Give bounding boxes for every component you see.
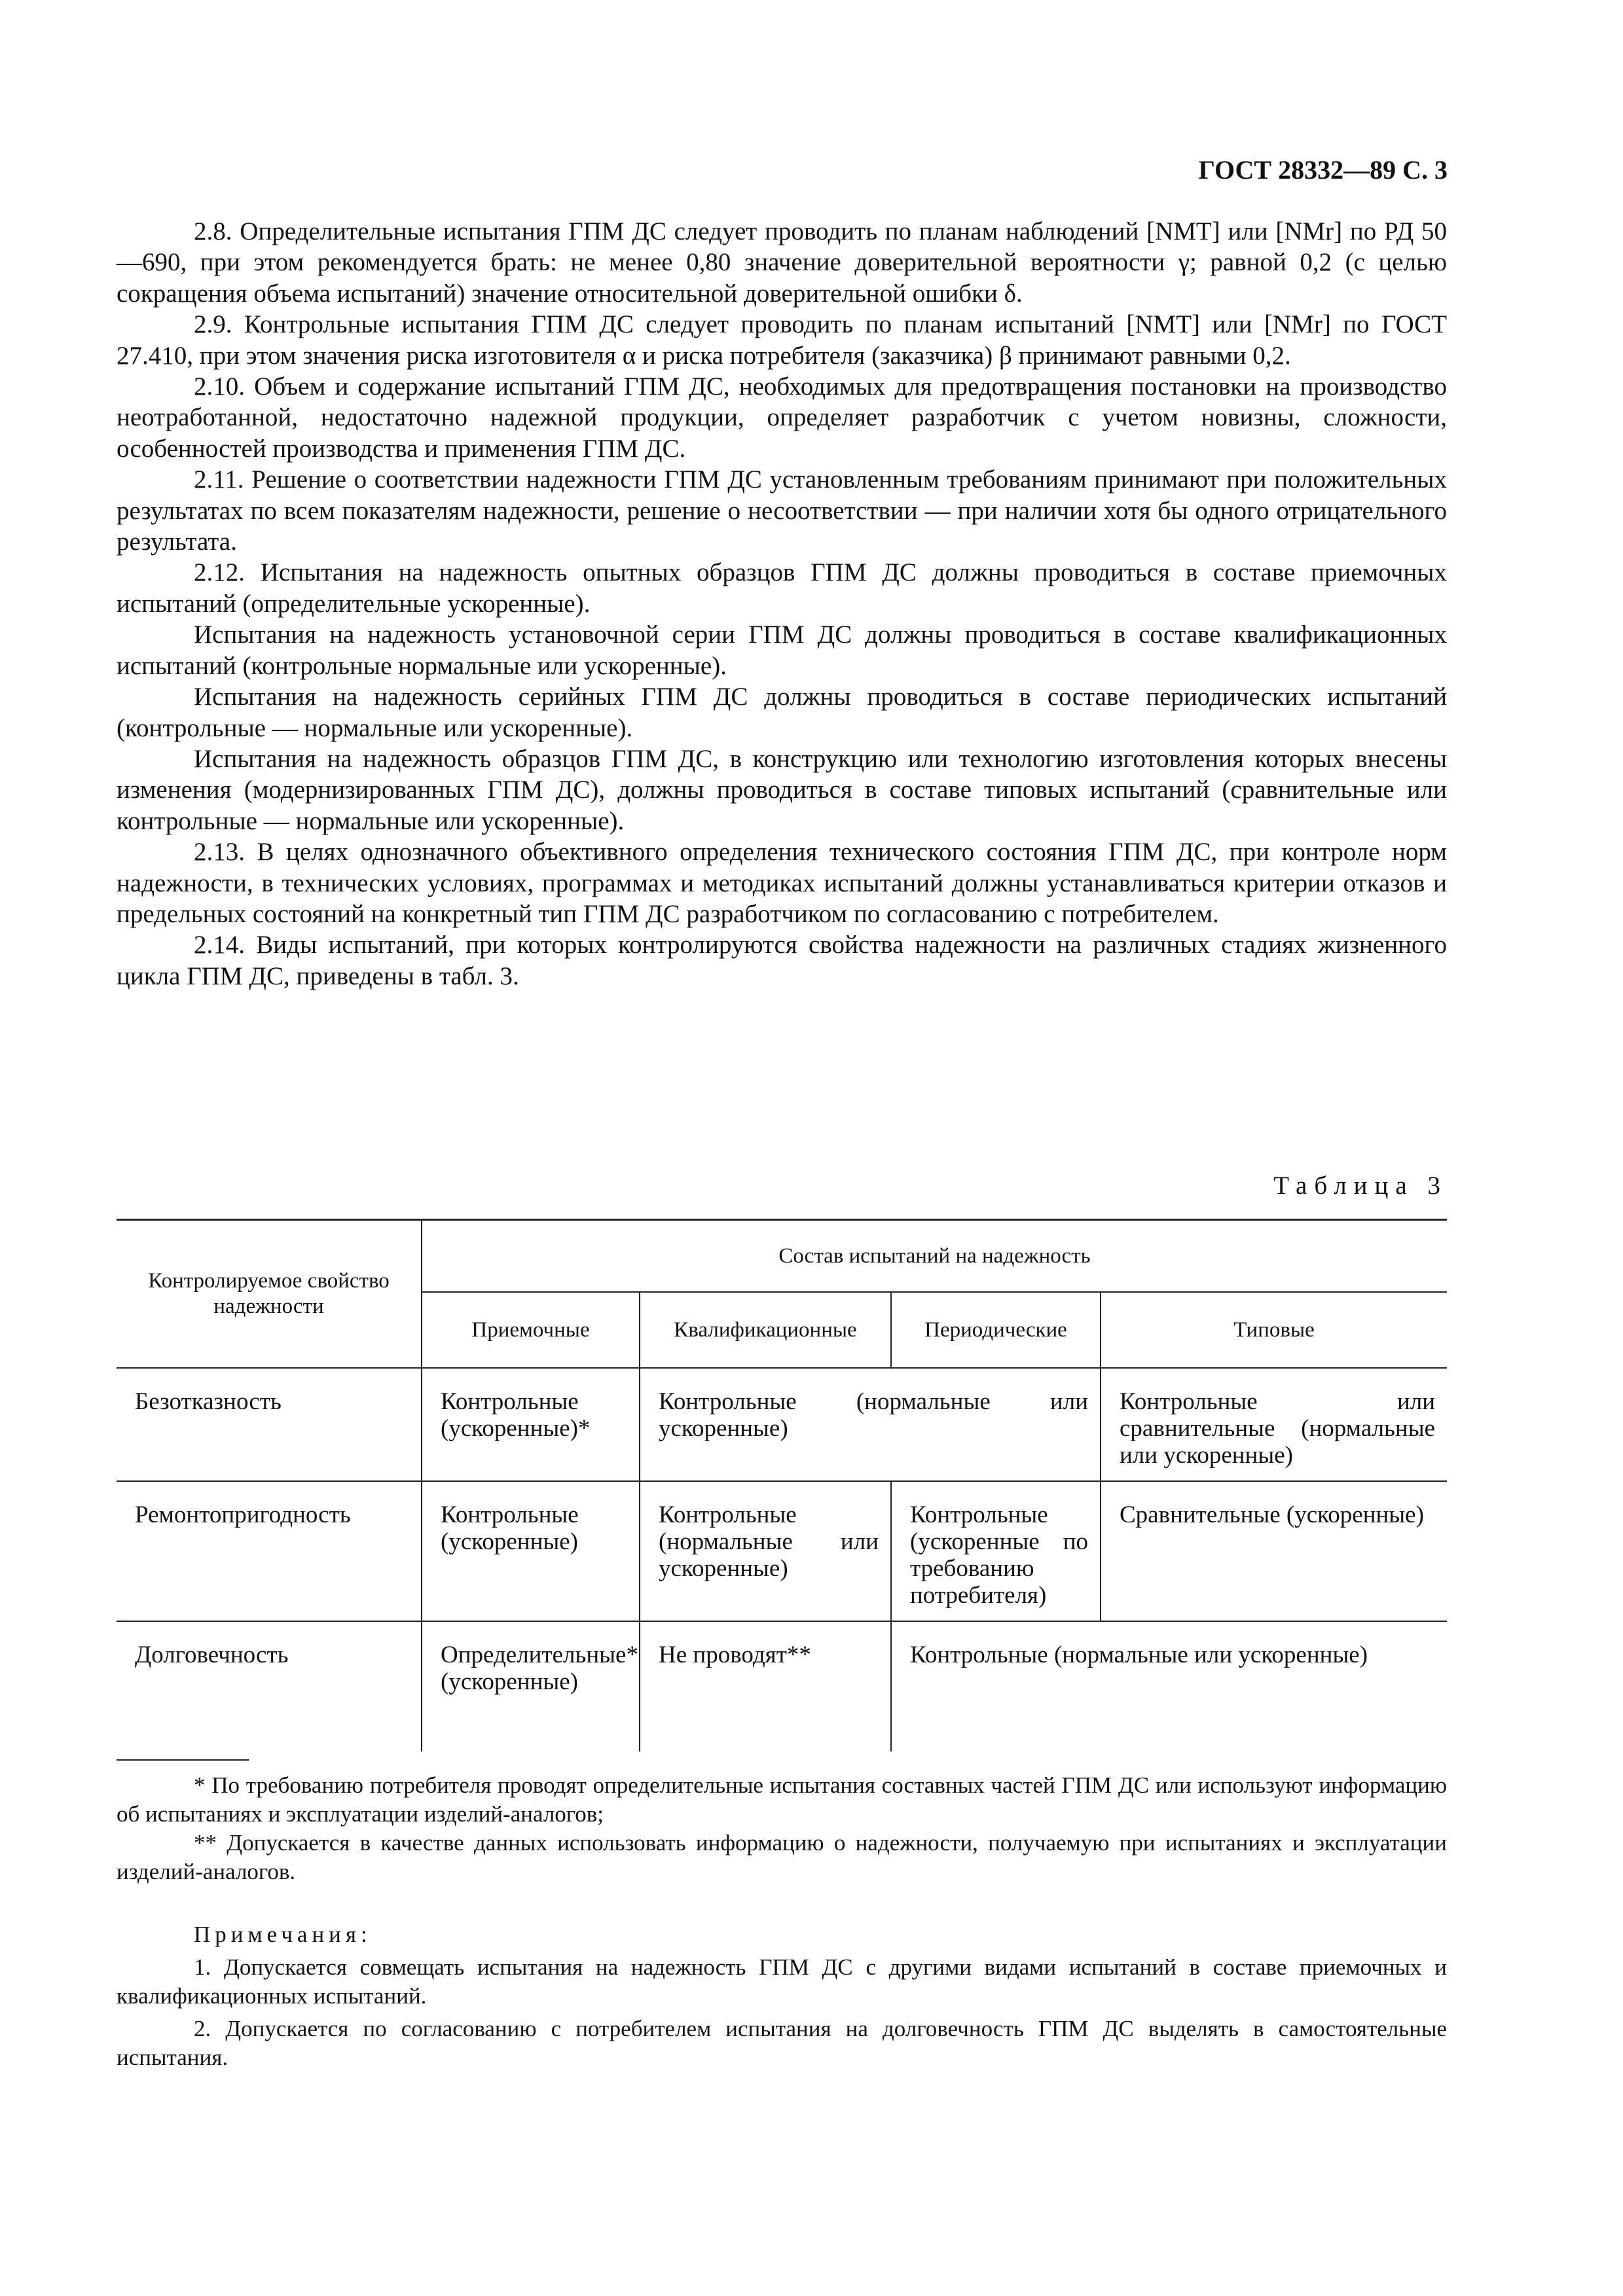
header-controlled-property: Контролируемое свойство надежности <box>117 1220 422 1369</box>
footnote-divider <box>117 1759 249 1761</box>
paragraph-2-13: 2.13. В целях однозначного объективного определения технического состояния ГПМ ДС, при контроле норм надежности, в технических условиях, программах и методиках испытаний должны устанавливаться критерии отказов и предельных состояний на конкретный тип ГПМ ДС разработчиком по согласованию с потребителем. <box>117 838 1447 928</box>
row-property: Безотказность <box>117 1368 422 1481</box>
page-header: ГОСТ 28332—89 С. 3 <box>1198 155 1448 185</box>
table-row <box>117 1621 1447 1751</box>
header-acceptance: Приемочные <box>422 1292 640 1368</box>
cell-qualification: Контрольные (нормальные или ускоренные) <box>640 1481 891 1621</box>
cell-periodic: Контрольные (ускоренные по требованию потребителя) <box>891 1481 1101 1621</box>
header-qualification: Квалификационные <box>640 1292 891 1368</box>
header-test-composition: Состав испытаний на надежность <box>422 1220 1447 1293</box>
paragraph-2-12: 2.12. Испытания на надежность опытных образцов ГПМ ДС должны проводиться в составе приемочных испытаний (определительные ускоренные). <box>117 558 1447 618</box>
reliability-tests-table <box>117 1219 1447 1751</box>
notes <box>117 1920 1447 2072</box>
paragraph-2-11: 2.11. Решение о соответствии надежности ГПМ ДС установленным требованиям принимают при положительных результатах по всем показателям надежности, решение о несоответствии — при наличии хотя бы одного отрицательного результата. <box>117 465 1447 556</box>
paragraph-2-8: 2.8. Определительные испытания ГПМ ДС следует проводить по планам наблюдений [NMT] или [NMr] по РД 50—690, при этом рекомендуется брать: не менее 0,80 значение доверительной вероятности γ; равной 0,2 (с целью сокращения объема испытаний) значение относительной доверительной ошибки δ. <box>117 217 1447 308</box>
note-2: 2. Допускается по согласованию с потребителем испытания на долговечность ГПМ ДС выделять в самостоятельные испытания. <box>117 2016 1447 2070</box>
header-typical: Типовые <box>1101 1292 1447 1368</box>
cell-acceptance: Контрольные (ускоренные)* <box>422 1368 640 1481</box>
cell-acceptance: Контрольные (ускоренные) <box>422 1481 640 1621</box>
paragraph-2-10: 2.10. Объем и содержание испытаний ГПМ ДС, необходимых для предотвращения постановки на производство неотработанной, недостаточно надежной продукции, определяет разработчик с учетом новизны, сложности, особенностей производства и применения ГПМ ДС. <box>117 372 1447 463</box>
paragraph-modernized: Испытания на надежность образцов ГПМ ДС, в конструкцию или технологию изготовления которых внесены изменения (модернизированных ГПМ ДС), должны проводиться в составе типовых испытаний (сравнительные или контрольные — нормальные или ускоренные). <box>117 744 1447 835</box>
cell-typical: Сравнительные (ускоренные) <box>1101 1481 1447 1621</box>
paragraph-serial: Испытания на надежность серийных ГПМ ДС должны проводиться в составе периодических испытаний (контрольные — нормальные или ускоренные). <box>117 683 1447 742</box>
paragraph-installation-series: Испытания на надежность установочной серии ГПМ ДС должны проводиться в составе квалификационных испытаний (контрольные нормальные или ускоренные). <box>117 620 1447 680</box>
row-property: Ремонтопригодность <box>117 1481 422 1621</box>
footnote-2: ** Допускается в качестве данных использовать информацию о надежности, получаемую при испытаниях и эксплуатации изделий-аналогов. <box>117 1830 1447 1884</box>
row-property: Долговечность <box>117 1621 422 1751</box>
table-row <box>117 1368 1447 1481</box>
table-row <box>117 1481 1447 1621</box>
footnote-1: * По требованию потребителя проводят определительные испытания составных частей ГПМ ДС или используют информацию об испытаниях и эксплуатации изделий-аналогов; <box>117 1772 1447 1827</box>
cell-qualification: Не проводят** <box>640 1621 891 1751</box>
cell-typical: Контрольные или сравнительные (нормальные или ускоренные) <box>1101 1368 1447 1481</box>
cell-acceptance: Определительные* (ускоренные) <box>422 1621 640 1751</box>
footnotes <box>117 1771 1447 1886</box>
cell-periodic-typical: Контрольные (нормальные или ускоренные) <box>891 1621 1447 1751</box>
header-periodic: Периодические <box>891 1292 1101 1368</box>
note-1: 1. Допускается совмещать испытания на надежность ГПМ ДС с другими видами испытаний в составе приемочных и квалификационных испытаний. <box>117 1954 1447 2009</box>
cell-qualification-periodic: Контрольные (нормальные или ускоренные) <box>640 1368 1101 1481</box>
paragraph-2-9: 2.9. Контрольные испытания ГПМ ДС следует проводить по планам испытаний [NMT] или [NMr] по ГОСТ 27.410, при этом значения риска изготовителя α и риска потребителя (заказчика) β принимают равными 0,2. <box>117 310 1447 370</box>
notes-title: Примечания: <box>194 1922 372 1947</box>
paragraph-2-14: 2.14. Виды испытаний, при которых контролируются свойства надежности на различных стадиях жизненного цикла ГПМ ДС, приведены в табл. 3. <box>117 931 1447 990</box>
table-caption: Таблица 3 <box>1273 1172 1448 1200</box>
body-text <box>117 216 1447 992</box>
